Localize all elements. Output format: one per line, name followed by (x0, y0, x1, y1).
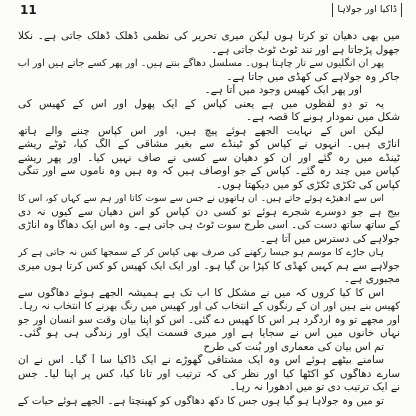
text-line: کپاس میں چند رہ گئے۔ کپاس کے جو اوصاف ہیں کہ وہ ہیں وہ ناموں سے اور تنگی (18, 165, 400, 177)
page-number: 11 (20, 3, 37, 17)
text-line: بیج ہے جو دوسرے شجرے ہوئے تو کسی دن کپاس کو اس دھیان سے کیوں نہ دی (18, 205, 400, 218)
text-line: نہاں خانوں میں اس نے سجایا ہے اور میری قسمت ایک اور زندگی ہی ہو گئی۔ (18, 327, 400, 339)
text-line: جولاہے سے ہم کہیں کھڈی کا کپڑا بن گیا ہو۔ اور ایک ایک کھیس کو کس کرتا ہوں میری (18, 259, 400, 272)
text-line: اور مجھے تو وہ اردگرد ہر اس کا کھیس دے گئی۔ اس کو اپنا بیان وقت سو انسان اور جو (18, 313, 400, 326)
text-line: میں بھی دھیان تو کرتا ہوں لیکن میری تحریر کی نظمی ڈھلک ڈھلک جاتی ہے۔ نکلا (18, 30, 400, 42)
text-line: مجبوری ہے۔ (343, 273, 400, 285)
text-line: لیکن اس کے نہایت الجھے ہوئے پیچ ہیں، اور اس کپاس چننے والے ہاتھ (18, 124, 384, 137)
text-line: اناڑی ہیں۔ انہوں نے کپاس کو ٹینڈے سے بغیر مشاقی کے الگ کیا، ٹوٹے ریشے (18, 138, 400, 150)
text-line: تو میں وہ جولاہا ہو گیا ہوں جس کا دکھ دھاگوں کو کھینچتا ہے۔ الجھے ہوئے حیات کے (18, 394, 384, 407)
text-line: اس کا کیا کروں کہ میں نے مشکل کا اب تک ہے ہمیشہ الجھے ہوئے دھاگوں سے (18, 286, 384, 299)
text-line: کھیس بنے ہیں اور ان کے رنگوں کے انتخاب کی اور کھیس میں رنگ بھرنے کا انتخاب نہ رہا۔ (18, 301, 400, 312)
text-line: کے ساتھ ساتھ دست کی۔ اسی طرح سوت ٹوٹ ہی جاتی ہے۔ وہ اس ایک دھاگا وہ اناڑی (18, 219, 400, 231)
text-line: شکل میں نمودار ہونے کا قصہ ہے۔ (245, 111, 400, 123)
text-line: ٹینڈے میں رہ گئے اور ان کو دھیان سے کسی نے صاف نہیں کیا۔ اور پھر ریشے (18, 151, 400, 164)
text-line: جولاہے کی دسترس میں آتا ہے۔ (259, 232, 400, 245)
text-line: اور پھر ایک کھیس وجود میں آتا ہے۔ (204, 84, 362, 96)
text-line: سامنے بیٹھے ہوئے اس وہ ایک مشتاقی گھوڑے نے ایک ڈاکیا سا آ گیا۔ اس نے ان (18, 354, 384, 366)
text-line: ہاں جاڑے کا موسم ہو جیسا رکھنے کی صرف بھی کپاس کر کے سمجھا کس نہ جاتی ہے کر (18, 247, 384, 258)
text-line: سارے دھاگوں کو اکٹھا کیا اور نظر کی کہ ترتیب اور تانا کیا، کس پر اپنا لیا۔ جس (18, 367, 400, 380)
text-line: یہ تو دو لفظوں میں ہے یعنی کپاس کے ایک پھول اور اس کے کھیس کی (18, 97, 384, 110)
text-line: جھول پڑجاتا ہے اور تند ٹوٹ ٹوٹ جاتی ہے۔ (211, 43, 400, 56)
body-text (18, 30, 400, 408)
text-line: کپاس کی ٹکڑی ٹکڑی کو میں دیکھتا ہوں۔ (215, 178, 400, 191)
text-line: نے ایک ترتیب دی تو میں ادھورا نہ رہا۔ (229, 381, 400, 393)
book-title: ڈاکیا اور جولاہا (332, 3, 402, 17)
text-line: پھر ان انگلیوں سے تار چاہتا ہوں۔ مسلسل دھاگے بنتے ہیں۔ اور پھر کسے جاتے ہیں اور اب (18, 58, 384, 69)
text-line: جاکر وہ جولاہے کی کھڈی میں جاتا ہے۔ (226, 70, 400, 83)
text-line: تم اس بیان کی معماری اور بُنت کی طرح (203, 340, 384, 353)
text-line: اس سے ادھیڑے ہوئے جاتے ہیں۔ ان ہاتھوں نے جس سے سوت کاتا اور ہم سے کہاں کو، اس کا (18, 193, 384, 204)
